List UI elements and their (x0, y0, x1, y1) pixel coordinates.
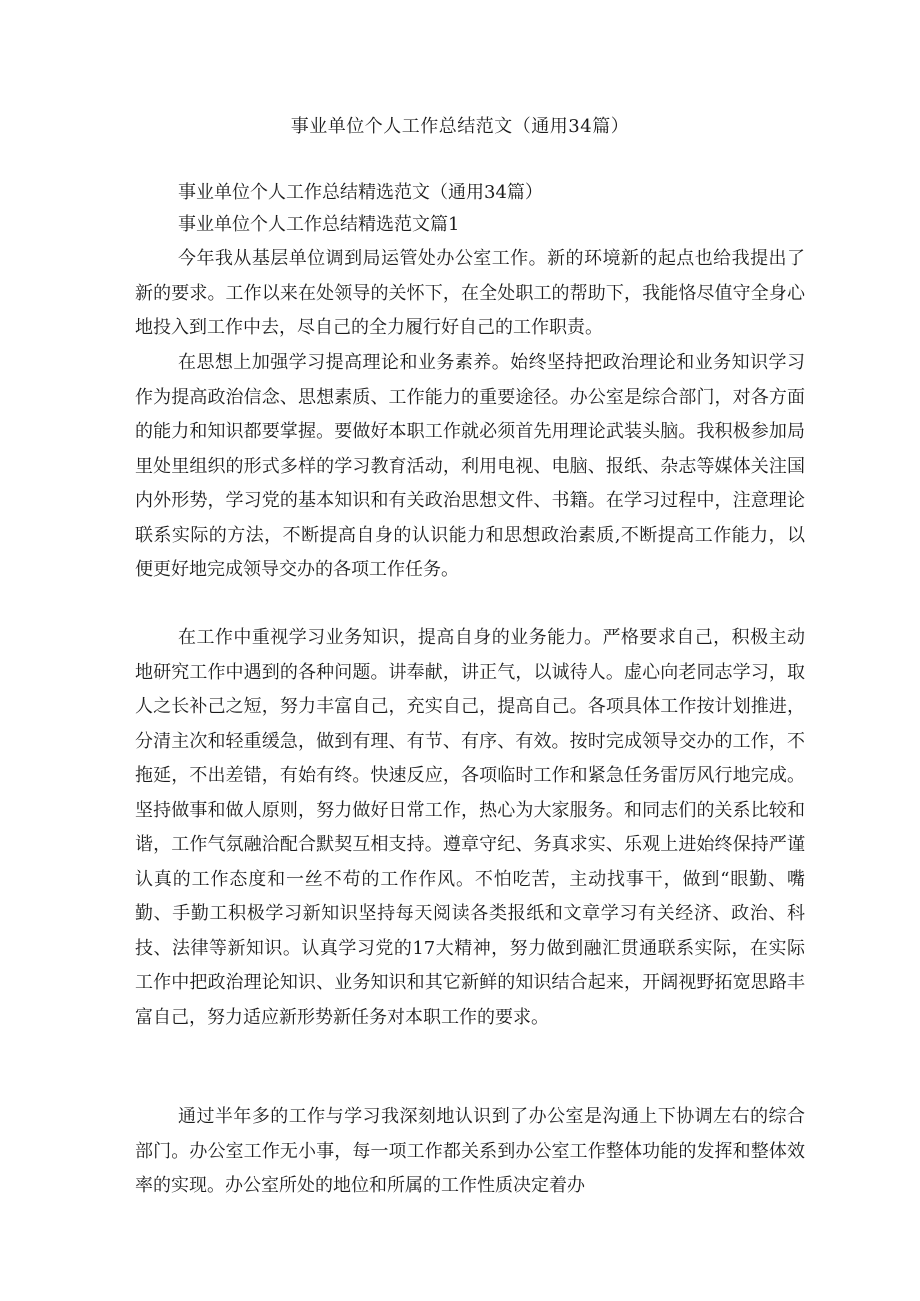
paragraph-4: 通过半年多的工作与学习我深刻地认识到了办公室是沟通上下协调左右的综合部门。办公室工作无小事，每一项工作都关系到办公室工作整体功能的发挥和整体效率的实现。办公室所处的地位和所属的工作性质决定着办 (135, 1106, 805, 1196)
paragraph-2: 在思想上加强学习提高理论和业务素养。始终坚持把政治理论和业务知识学习作为提高政治信念、思想素质、工作能力的重要途径。办公室是综合部门，对各方面的能力和知识都要掌握。要做好本职工作就必须首先用理论武装头脑。我积极参加局里处里组织的形式多样的学习教育活动，利用电视、电脑、报纸、杂志等媒体关注国内外形势，学习党的基本知识和有关政治思想文件、书籍。在学习过程中，注意理论联系实际的方法，不断提高自身的认识能力和思想政治素质,不断提高工作能力，以便更好地完成领导交办的各项工作任务。 (135, 352, 805, 580)
paragraph-3: 在工作中重视学习业务知识，提高自身的业务能力。严格要求自己，积极主动地研究工作中遇到的各种问题。讲奉献，讲正气，以诚待人。虚心向老同志学习，取人之长补己之短，努力丰富自己，充实自己，提高自己。各项具体工作按计划推进，分清主次和轻重缓急，做到有理、有节、有序、有效。按时完成领导交办的工作，不拖延，不出差错，有始有终。快速反应，各项临时工作和紧急任务雷厉风行地完成。坚持做事和做人原则，努力做好日常工作，热心为大家服务。和同志们的关系比较和谐，工作气氛融洽配合默契互相支持。遵章守纪、务真求实、乐观上进始终保持严谨认真的工作态度和一丝不苟的工作作风。不怕吃苦，主动找事干，做到“眼勤、嘴勤、手勤工积极学习新知识坚持每天阅读各类报纸和文章学习有关经济、政治、科技、法律等新知识。认真学习党的17大精神，努力做到融汇贯通联系实际，在实际工作中把政治理论知识、业务知识和其它新鲜的知识结合起来，开阔视野拓宽思路丰富自己，努力适应新形势新任务对本职工作的要求。 (135, 627, 805, 1028)
paragraph-1: 今年我从基层单位调到局运管处办公室工作。新的环境新的起点也给我提出了新的要求。工作以来在处领导的关怀下，在全处职工的帮助下，我能恪尽值守全身心地投入到工作中去，尽自己的全力履行好自己的工作职责。 (135, 248, 805, 338)
document-subtitle: 事业单位个人工作总结精选范文（通用34篇） (178, 182, 543, 203)
section-heading: 事业单位个人工作总结精选范文篇1 (178, 214, 460, 235)
document-title: 事业单位个人工作总结范文（通用34篇） (290, 116, 630, 137)
